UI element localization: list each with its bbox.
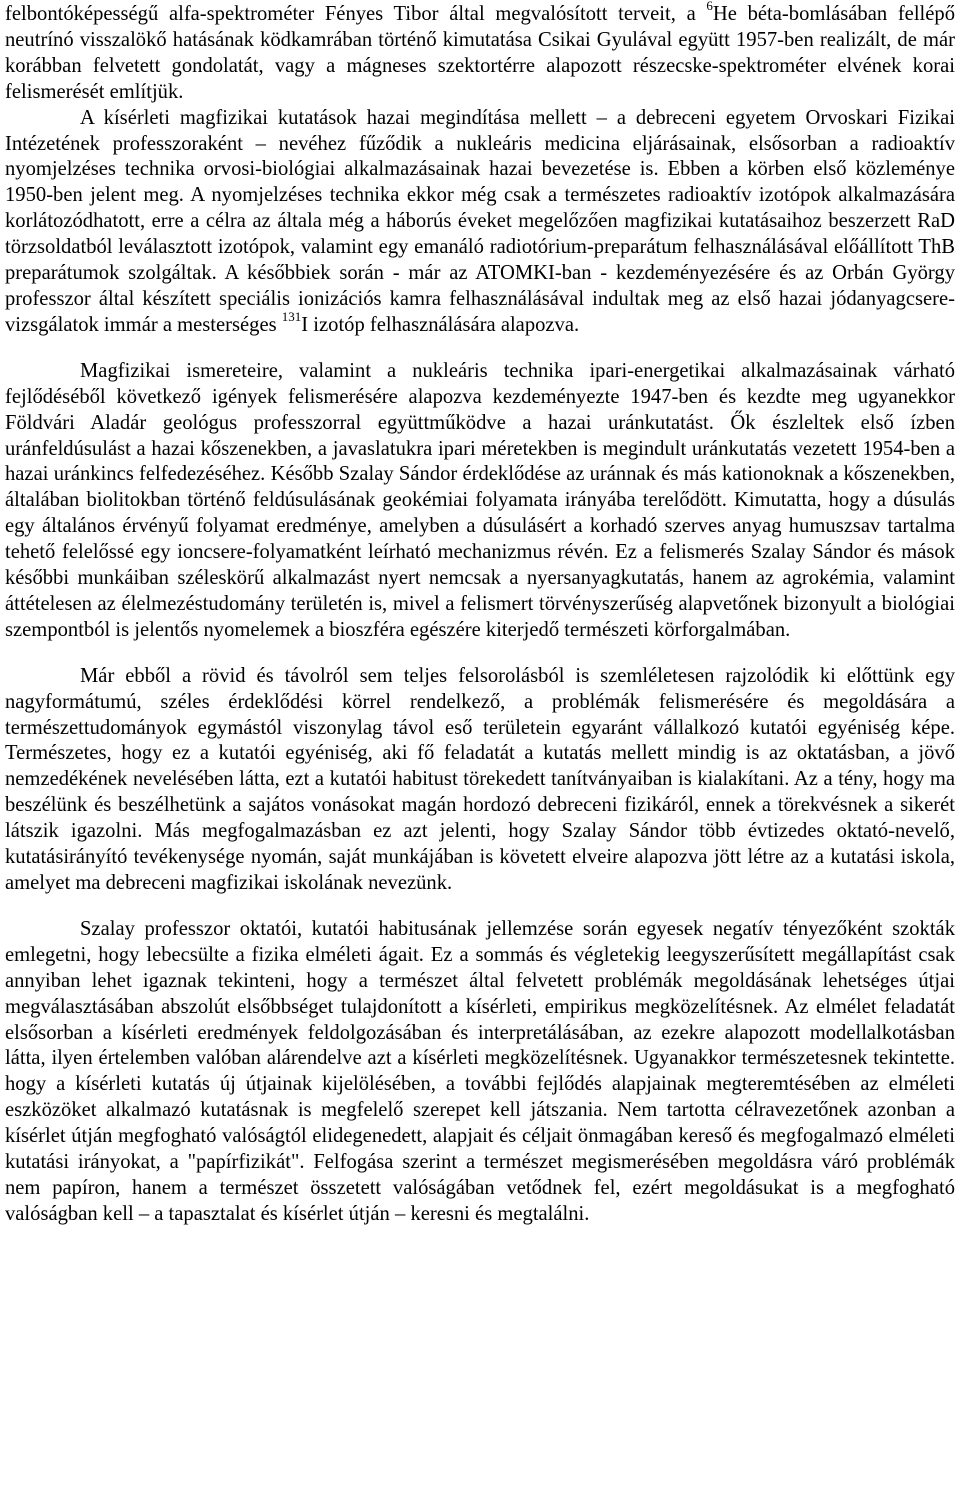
paragraph-1 xyxy=(5,2,955,106)
paragraph-text: A kísérleti magfizikai kutatások hazai megindítása mellett – a debreceni egyetem Orvoskari Fizikai Intézetének professzoraként – nevéhez fűződik a nukleáris medicina eljárásainak, elsősorban a radioaktív nyomjelzéses technika orvosi-biológiai alkalmazásainak hazai bevezetése is. Ebben a körben első közleménye 1950-ben jelent meg. A nyomjelzéses technika ekkor még csak a természetes radioaktív izotópok alkalmazására korlátozódhatott, erre a célra az általa még a háborús éveket megelőzően magfizikai kutatásaihoz beszerzett RaD törzsoldatból leválasztott izotópok, valamint egy emanáló radiotórium-preparátum felhasználásával előállított ThB preparátumok szolgáltak. A későbbiek során - már az ATOMKI-ban - kezdeményezésére és az Orbán György professzor által készített speciális ionizációs kamra felhasználásával indultak meg az első hazai jódanyagcsere-vizsgálatok immár a mesterséges xyxy=(5,106,955,336)
paragraph-text: Szalay professzor oktatói, kutatói habitusának jellemzése során egyesek negatív tényezőként szokták emlegetni, hogy lebecsülte a fizika elméleti ágait. Ez a sommás és végletekig leegyszerűsített megállapítást csak annyiban lehet igaznak tekinteni, hogy a természet által felvetett problémák megoldásának lehetséges útjai megválasztásában abszolút elsőbbséget tulajdonított a kísérleti, empirikus megközelítésnek. Az elmélet feladatát elsősorban a kísérleti eredmények feldolgozásában és interpretálásában, az ezekre alapozott modellalkotásban látta, ilyen értelemben valóban alárendelve azt a kísérleti megközelítésnek. Ugyanakkor természetesnek tekintette. hogy a kísérleti kutatás új útjainak kijelölésében, a további fejlődés alapjainak megteremtésében az elméleti eszközöket alkalmazó kutatásnak is megfelelő szerepet kell játszania. Nem tartotta célravezetőnek azonban a kísérlet útján megfogható valóságtól elidegenedett, alapjait és céljait önmagában kereső és megfogalmazó elméleti kutatási irányokat, a "papírfizikát". Felfogása szerint a természet megismerésében megoldásra váró problémák nem papíron, hanem a természet összetett valóságában vetődnek fel, ezért megoldásukat is a megfogható valóságban kell – a tapasztalat és kísérlet útján – keresni és megtalálni. xyxy=(5,917,955,1225)
paragraph-text: He béta-bomlásában fellépő neutrínó visszalökő hatásának ködkamrában történő kimutatása Csikai Gyulával együtt 1957-ben realizált, de már korábban felvetett gondolatát, vagy a mágneses szektortérre alapozott részecske-spektrométer elvének korai felismerését említjük. xyxy=(5,3,955,103)
paragraph-4 xyxy=(5,664,955,897)
paragraph-5 xyxy=(5,917,955,1228)
paragraph-text: Már ebből a rövid és távolról sem teljes felsorolásból is szemléletesen rajzolódik ki előttünk egy nagyformátumú, széles érdeklődési körrel rendelkező, a problémák felismerésére és megoldására a természettudományok egymástól viszonylag távol eső területein egyaránt vállalkozó kutatói egyéniség képe. Természetes, hogy ez a kutatói egyéniség, aki fő feladatát a kutatás mellett mindig is az oktatásban, a jövő nemzedékének nevelésében látta, ezt a kutatói habitust törekedett tanítványaiban is kialakítani. Az a tény, hogy ma beszélünk és beszélhetünk a sajátos vonásokat magán hordozó debreceni fizikáról, ennek a törekvésnek a sikerét látszik igazolni. Más megfogalmazásban ez azt jelenti, hogy Szalay Sándor több évtizedes oktató-nevelő, kutatásirányító tevékenysége nyomán, saját munkájában is követett elveire alapozva jött létre az a kutatási iskola, amelyet ma debreceni magfizikai iskolának nevezünk. xyxy=(5,664,955,894)
paragraph-3 xyxy=(5,359,955,644)
superscript-mass-number: 6 xyxy=(706,0,713,14)
paragraph-text: I izotóp felhasználására alapozva. xyxy=(301,313,580,336)
paragraph-2 xyxy=(5,106,955,339)
superscript-mass-number: 131 xyxy=(281,309,302,325)
paragraph-text: Magfizikai ismereteire, valamint a nukleáris technika ipari-energetikai alkalmazásainak várható fejlődéséből következő igények felismerésére alapozva kezdeményezte 1947-ben és kezdte meg ugyanekkor Földvári Aladár geológus professzorral együttműködve a hazai uránkutatást. Ők észleltek első ízben uránfeldúsulást a hazai kőszenekben, a javaslatukra ipari méretekben is megindult uránkutatás vezetett 1954-ben a hazai uránkincs felfedezéséhez. Később Szalay Sándor érdeklődése az uránnak és más kationoknak a kőszenekben, általában biolitokban történő feldúsulásának geokémiai folyamata irányába terelődött. Kimutatta, hogy a dúsulás egy általános érvényű folyamat eredménye, amelyben a dúsulásért a korhadó szerves anyag humuszsav tartalma tehető felelőssé egy ioncsere-folyamatként leírható mechanizmus révén. Ez a felismerés Szalay Sándor és mások későbbi munkáiban széleskörű alkalmazást nyert nemcsak a nyersanyagkutatás, hanem az agrokémia, valamint áttételesen az élelmezéstudomány területén is, mivel a felismert törvényszerűség alapvetőnek bizonyult a biológiai szempontból is jelentős nyomelemek a bioszféra egészére kiterjedő természeti körforgalmában. xyxy=(5,359,955,641)
paragraph-text: felbontóképességű alfa-spektrométer Fényes Tibor által megvalósított terveit, a xyxy=(5,3,707,25)
